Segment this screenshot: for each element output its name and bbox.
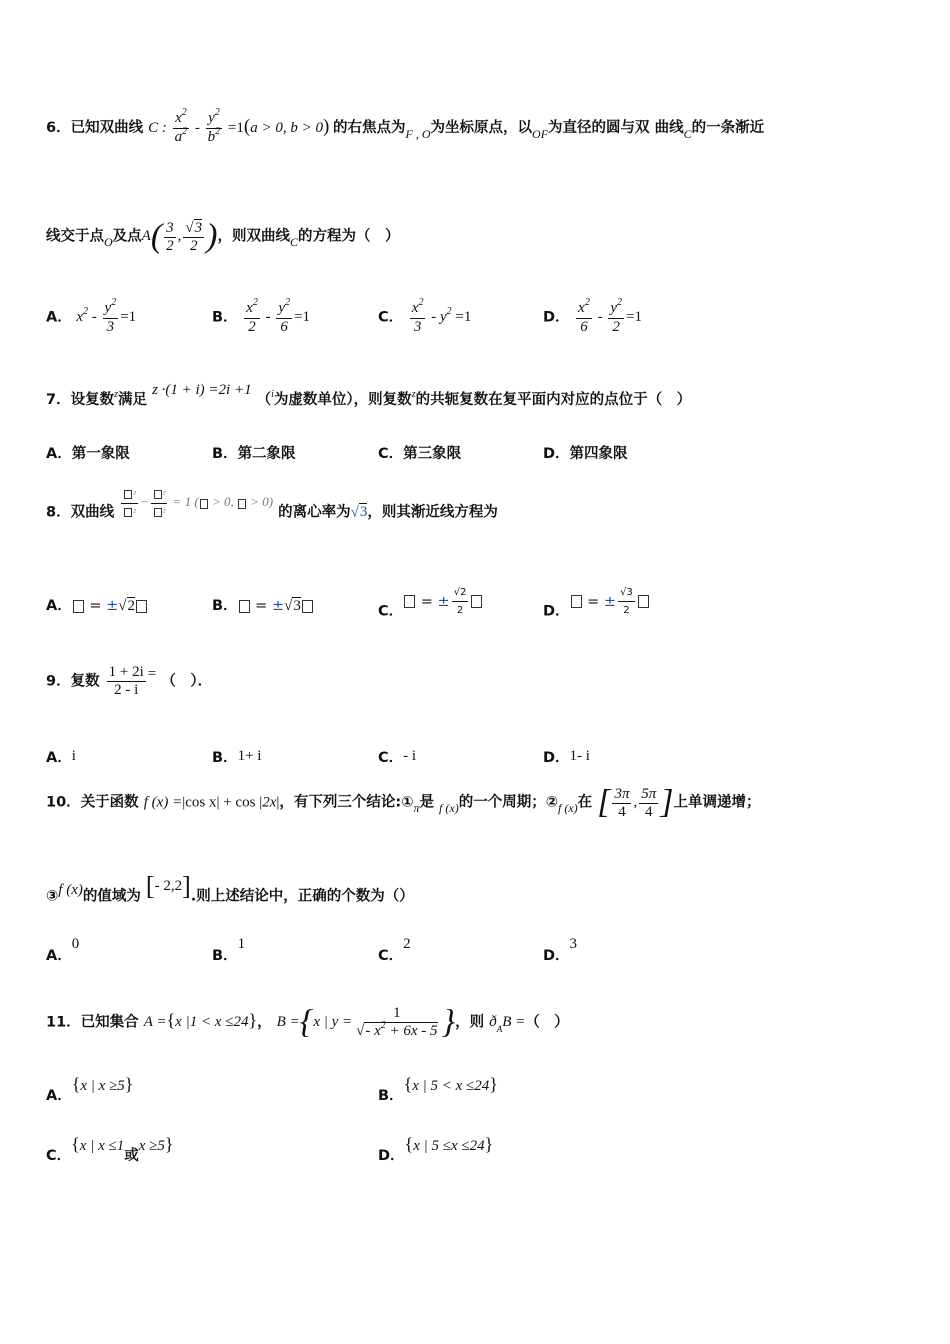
q6-line1 [46,107,765,147]
q11-complement: $ð_AB$ = [489,1014,526,1035]
q11-option-c[interactable]: C．{x | x ≤1或x ≥5} [46,1134,174,1164]
q7-option-a[interactable]: A．第一象限 [46,446,130,462]
q6-text1: 已知双曲线 [70,119,144,136]
q8-option-d[interactable]: D． = ± $\frac{√3}{2}$ [543,594,650,629]
q6-line2: 线交于点$_O$及点A( $\frac{3}{2}$ , $\frac{√3}{2}$ )，则双曲线$_C$的方程为（ ） [46,218,400,255]
q8-option-b[interactable]: B． = ±√3 [212,594,314,615]
q7-option-b[interactable]: B．第二象限 [212,446,296,462]
q9-number: 9． [46,673,71,690]
q6-text4: 为直径的圆与双 曲线 [548,119,684,136]
q10-option-a[interactable]: A．0 [46,936,80,964]
q7-line: 7．设复数$^z$满足 z ·(1 + i) =2i +1 （$^i$为虚数单位），则复数$^z$的共轭复数在复平面内对应的点位于（ ） [46,382,692,408]
q9-option-c[interactable]: C．- i [378,748,417,766]
q7-option-d[interactable]: D．第四象限 [543,446,628,462]
q6-c: C [683,126,692,141]
q10-option-d[interactable]: D．3 [543,936,578,964]
q6-of: OF [532,126,549,141]
q11-number: 11． [46,1014,81,1031]
q11-option-d[interactable]: D．{x | 5 ≤x ≤24} [378,1134,494,1164]
q10-option-b[interactable]: B．1 [212,936,246,964]
q6-text7: 及点 [112,228,142,245]
q8-sqrt3: √3 [350,504,368,521]
q6-option-c[interactable]: C． $\frac{x^2}{3}$ - $y^2 =1$ [378,297,472,335]
q9-option-b[interactable]: B．1+ i [212,748,262,766]
q8-number: 8． [46,504,71,521]
q7-equation: z ·(1 + i) =2i +1 [152,382,252,398]
q11-option-a[interactable]: A．{x | x ≥5} [46,1074,134,1104]
q6-point-a: A( $\frac{3}{2}$ , $\frac{√3}{2}$ ) [141,218,218,255]
q6-option-b[interactable]: B． $\frac{x^2}{2}$ - $\frac{y^2}{6}$ =1 [212,297,310,335]
q6-text6: 线交于点 [46,228,104,245]
q10-range: [- 2,2] [145,872,191,901]
q9-fraction: $\frac{1 + 2i}{2 - i}$ [108,664,144,698]
q10-interval: [ $\frac{3\pi}{4}$ , $\frac{5\pi}{4}$ ] [597,784,674,821]
q10-line1: 10．关于函数 f (x) =|cos x| + cos |2x|，有下列三个结论$:①_\pi$是 $_{f (x)}$的一个周期；$②_{f (x)}$在 [ $\frac{3\pi}{4}$ , $\frac{5\pi}{4}$ ]上单调递增； [46,784,761,821]
q11-set-b: B ={x | y = $\frac{1}{√- x^2 + 6x - 5}$ } [276,1004,456,1041]
q8-hyperbola-image: $\frac{\text{²}}{\text{²}}$ − $\frac{\text{²}}{\text{²}}$ = 1 ( > 0, > 0) [119,494,273,509]
q10-option-c[interactable]: C．2 [378,936,411,964]
q6-number: 6． [46,119,71,136]
q6-text2: 的右焦点为 [333,119,406,136]
q10-line2: ③f (x)的值域为 [- 2,2].则上述结论中，正确的个数为（） [46,872,414,905]
q9-line: 9．复数 $\frac{1 + 2i}{2 - i}$ = （ ）． [46,664,213,698]
q10-number: 10． [46,794,81,811]
q7-number: 7． [46,392,71,408]
q11-line: 11．已知集合 A ={x |1 < x ≤24}， B ={x | y = $\frac{1}{√- x^2 + 6x - 5}$ }，则 $ð_AB$ =（ ） [46,1004,569,1041]
q6-text5: 的一条渐近 [691,119,765,136]
q9-option-d[interactable]: D．1- i [543,748,590,766]
q6-text8: ，则双曲线 [217,228,290,245]
q11-option-b[interactable]: B．{x | 5 < x ≤24} [378,1074,498,1104]
q11-set-a: A ={x |1 < x ≤24} [143,1010,258,1031]
q6-fo: F , O [405,126,431,141]
q8-line: 8．双曲线 $\frac{\text{²}}{\text{²}}$ − $\frac{\text{²}}{\text{²}}$ = 1 ( > 0, > 0) 的离心率为√3，则其渐近线方程为 [46,496,498,531]
q6-text9: 的方程为（ ） [298,228,400,245]
q8-option-a[interactable]: A． = ±√2 [46,594,148,615]
q7-option-c[interactable]: C．第三象限 [378,446,462,462]
q8-option-c[interactable]: C． = ± $\frac{√2}{2}$ [378,594,483,629]
q9-option-a[interactable]: A．i [46,748,76,766]
q6-text3: 为坐标原点，以 [430,119,533,136]
q6-option-a[interactable]: A． $x^2$ - $\frac{y^2}{3}$ =1 [46,297,137,335]
q6-option-d[interactable]: D． $\frac{x^2}{6}$ - $\frac{y^2}{2}$ =1 [543,297,642,335]
q6-hyperbola-eq: C : $\frac{x^2}{a^2}$ - $\frac{y^2}{b^2}$ =1(a > 0, b > 0) [148,107,330,145]
q10-function: f (x) =|cos x| + cos |2x| [143,794,280,811]
